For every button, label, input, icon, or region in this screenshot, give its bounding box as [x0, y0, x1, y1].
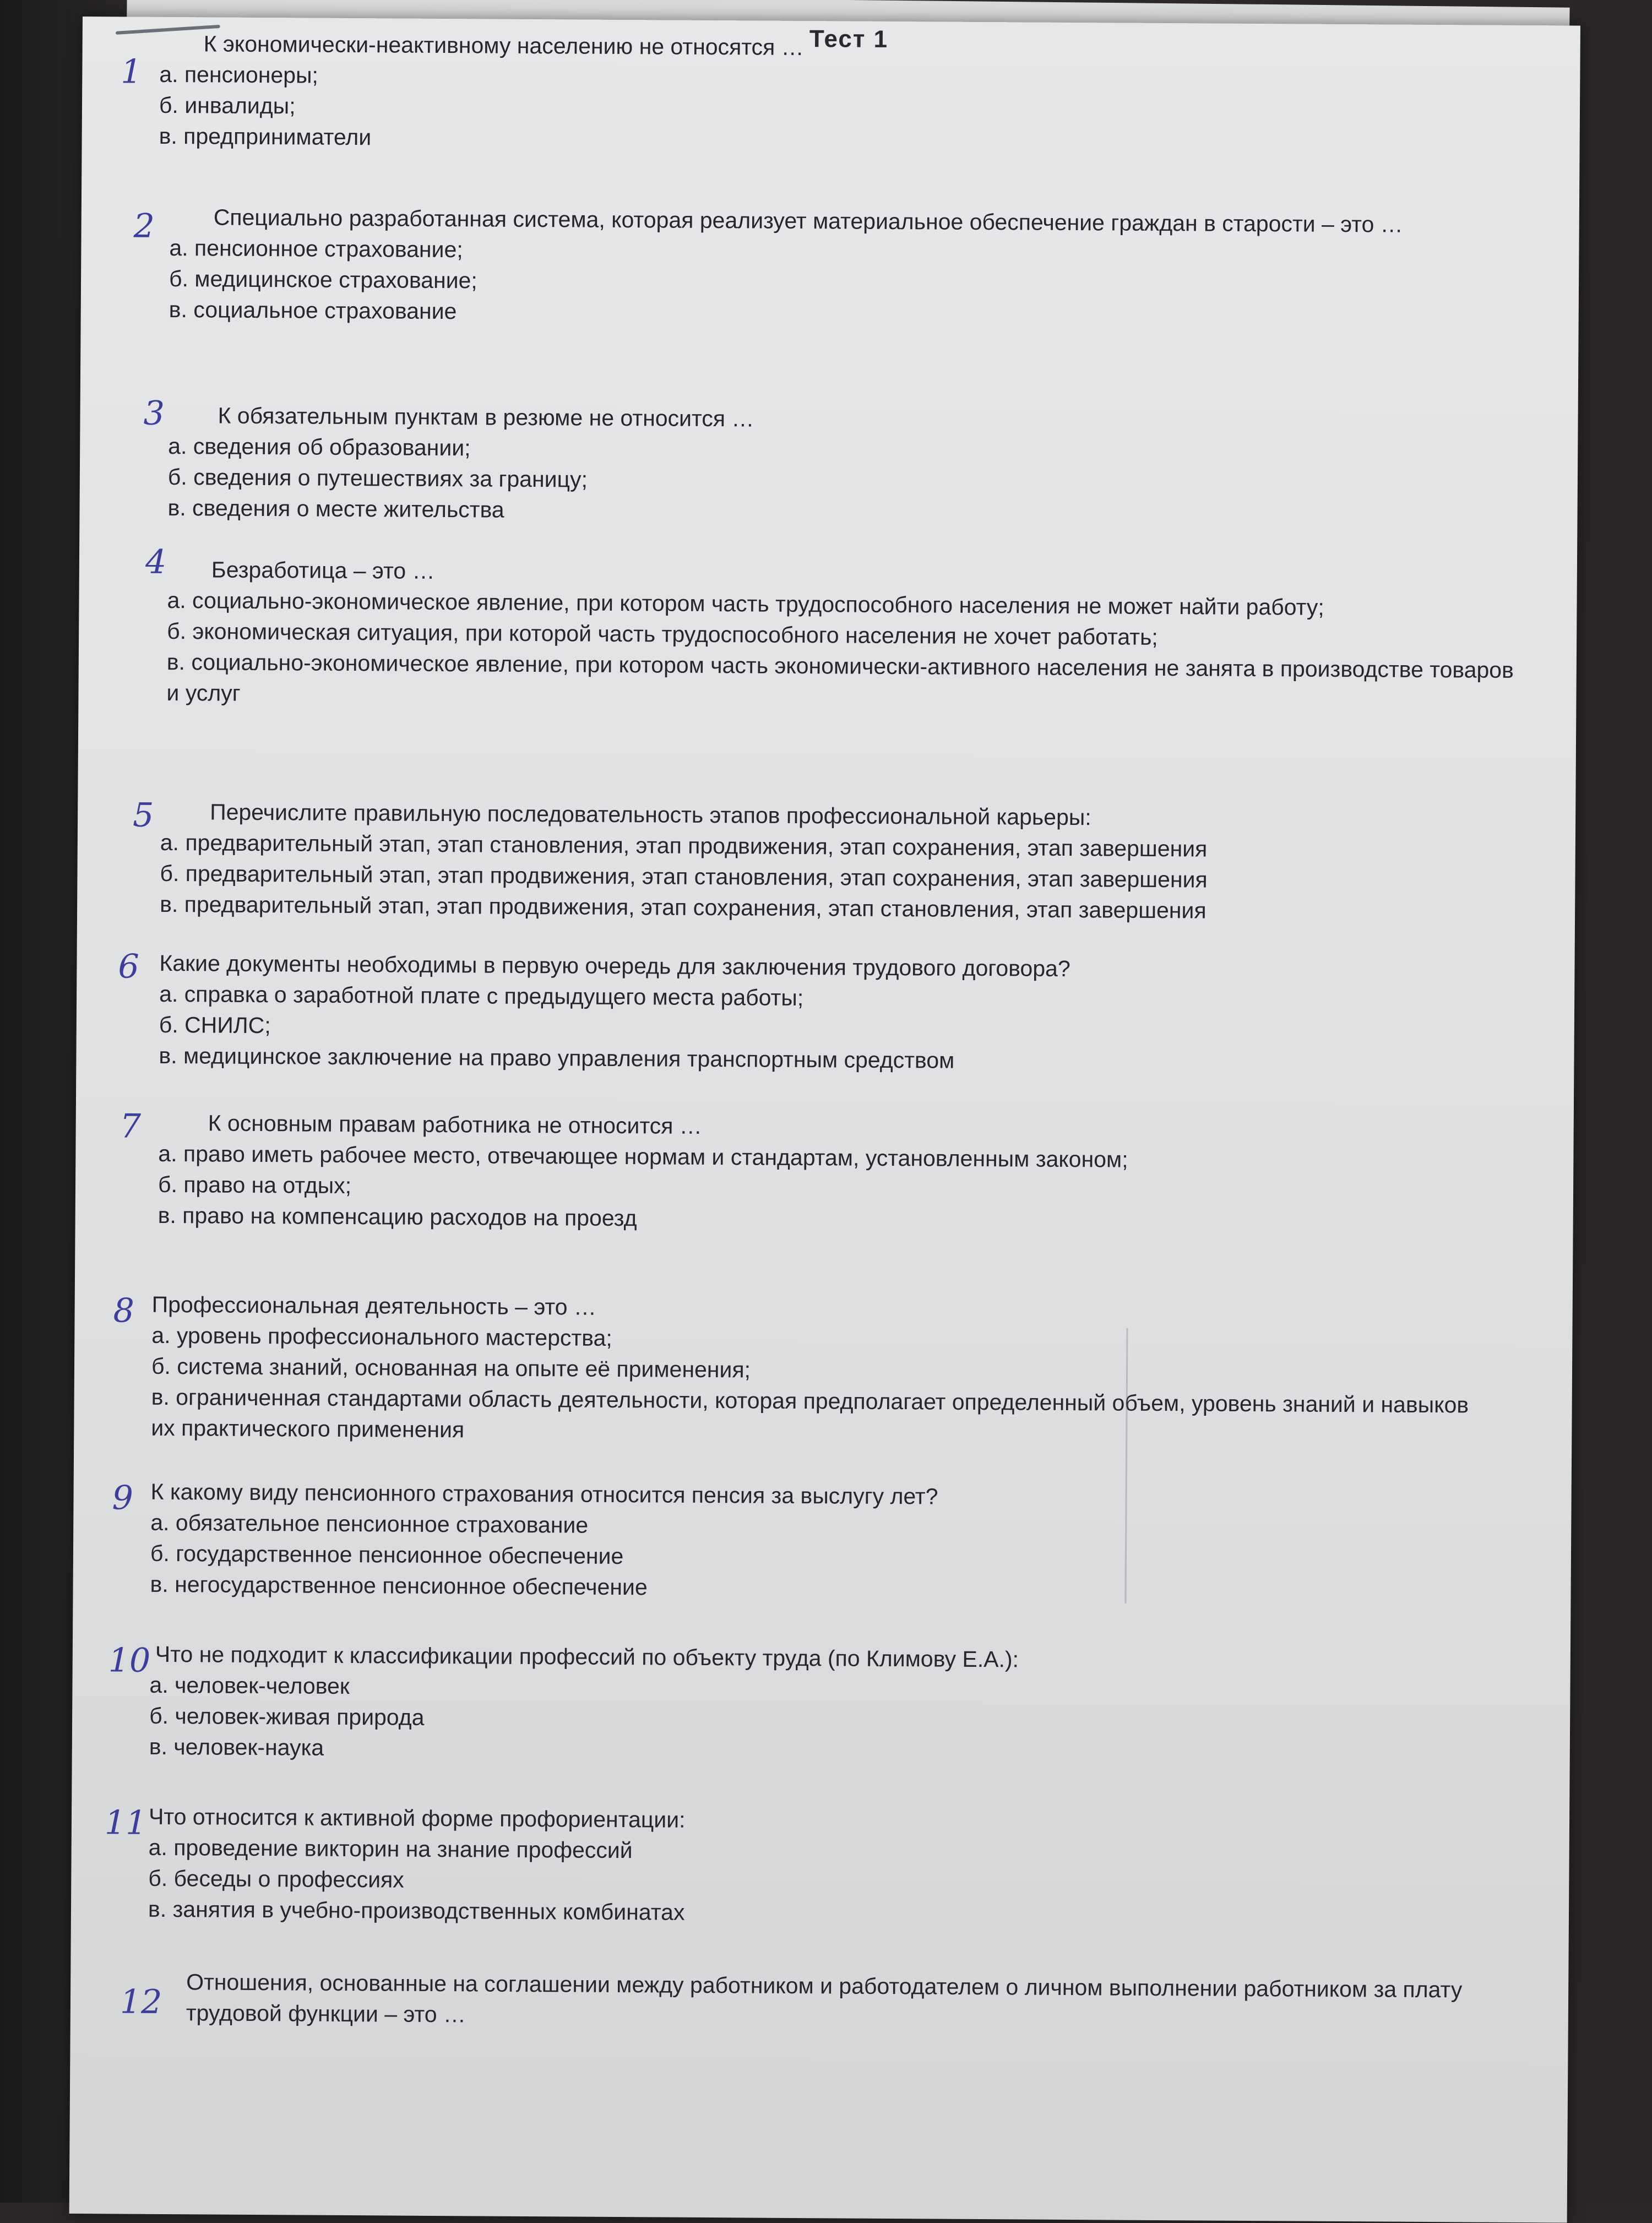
question-text: Что относится к активной форме профориентации:: [148, 1803, 686, 1833]
question-text: К экономически-неактивному населению не относятся …: [203, 31, 804, 61]
answer-option: а. предварительный этап, этап становления, этап продвижения, этап сохранения, этап завершения: [160, 829, 1208, 862]
question-text: Отношения, основанные на соглашении между работником и работодателем о личном выполнении работником за плату трудовой функции – это …: [186, 1969, 1463, 2028]
question-block: [160, 796, 1537, 928]
answer-option: в. право на компенсацию расходов на проезд: [157, 1202, 637, 1231]
question-block: [150, 1476, 1527, 1608]
answer-option: в. предприниматели: [159, 123, 372, 150]
answer-option: а. сведения об образовании;: [168, 433, 471, 461]
answer-option: б. сведения о путешествиях за границу;: [167, 464, 588, 492]
answer-option: в. негосударственное пенсионное обеспечение: [150, 1571, 648, 1600]
answer-option: б. система знаний, основанная на опыте её применения;: [151, 1353, 751, 1383]
question-text: Специально разработанная система, которая реализует материальное обеспечение граждан в старости – это …: [213, 204, 1403, 237]
question-number: 5: [132, 796, 154, 835]
answer-option: а. проведение викторин на знание профессий: [148, 1834, 633, 1863]
question-block: [151, 1289, 1496, 1452]
question-number: 1: [121, 52, 142, 91]
answer-option: а. пенсионное страхование;: [169, 235, 463, 263]
question-number: 9: [112, 1479, 133, 1518]
answer-option: а. право иметь рабочее место, отвечающее нормам и стандартам, установленным законом;: [158, 1140, 1128, 1172]
question-number: 12: [119, 1982, 162, 2021]
question-block: [169, 202, 1480, 333]
answer-option: в. предварительный этап, этап продвижения, этап сохранения, этап становления, этап завершения: [160, 891, 1207, 923]
question-text: К обязательным пунктам в резюме не относится …: [218, 403, 754, 432]
question-block: [159, 948, 1536, 1079]
answer-option: а. обязательное пенсионное страхование: [150, 1509, 589, 1538]
question-block: [166, 554, 1522, 716]
answer-option: в. социальное страхование: [169, 296, 457, 324]
question-block: [186, 1966, 1519, 2036]
question-text: Что не подходит к классификации профессий по объекту труда (по Климову Е.А.):: [155, 1641, 1019, 1672]
question-text: К какому виду пенсионного страхования относится пенсия за выслугу лет?: [150, 1479, 938, 1509]
question-text: Профессиональная деятельность – это …: [151, 1291, 597, 1320]
question-number: 7: [119, 1107, 142, 1146]
answer-option: б. беседы о профессиях: [148, 1865, 404, 1893]
question-block: [148, 1801, 1525, 1933]
answer-option: в. социально-экономическое явление, при котором часть экономически-активного населения не занята в производстве товаров и услуг: [166, 649, 1514, 706]
answer-option: б. медицинское страхование;: [169, 265, 477, 293]
question-number: 8: [113, 1291, 135, 1330]
question-text: Какие документы необходимы в первую очередь для заключения трудового договора?: [159, 950, 1070, 981]
answer-option: б. СНИЛС;: [159, 1012, 271, 1039]
answer-option: а. пенсионеры;: [159, 61, 319, 88]
answer-option: б. государственное пенсионное обеспечение: [150, 1540, 624, 1569]
question-text: Перечислите правильную последовательность этапов профессиональной карьеры:: [210, 799, 1091, 830]
question-number: 10: [108, 1641, 151, 1680]
question-text: К основным правам работника не относится …: [208, 1110, 702, 1139]
question-number: 11: [104, 1803, 147, 1842]
question-block: [159, 28, 1536, 160]
test-title: Тест 1: [809, 25, 889, 53]
answer-option: в. медицинское заключение на право управления транспортным средством: [159, 1042, 955, 1073]
question-number: 3: [143, 394, 165, 433]
answer-option: б. человек-живая природа: [149, 1703, 425, 1730]
answer-option: в. ограниченная стандартами область деятельности, которая предполагает определенный объем, уровень знаний и навыков их практического применения: [151, 1384, 1469, 1443]
test-sheet: [69, 17, 1580, 2223]
question-number: 4: [145, 542, 167, 581]
answer-option: б. право на отдых;: [157, 1171, 352, 1199]
question-number: 2: [133, 206, 155, 246]
answer-option: а. человек-человек: [149, 1672, 350, 1699]
question-number: 6: [118, 947, 139, 986]
answer-option: а. справка о заработной плате с предыдущего места работы;: [159, 981, 804, 1011]
answer-option: в. человек-наука: [149, 1733, 324, 1760]
answer-option: б. инвалиды;: [159, 92, 296, 119]
question-block: [158, 1107, 1535, 1239]
question-block: [149, 1639, 1526, 1770]
question-block: [167, 400, 1517, 531]
answer-option: а. уровень профессионального мастерства;: [151, 1322, 612, 1351]
answer-option: а. социально-экономическое явление, при котором часть трудоспособного населения не может найти работу;: [167, 587, 1324, 620]
answer-option: б. предварительный этап, этап продвижения, этап становления, этап сохранения, этап завершения: [160, 860, 1208, 893]
answer-option: в. занятия в учебно-производственных комбинатах: [148, 1896, 685, 1925]
answer-option: в. сведения о месте жительства: [167, 494, 504, 523]
answer-option: б. экономическая ситуация, при которой часть трудоспособного населения не хочет работать;: [167, 618, 1158, 650]
question-text: Безработица – это …: [211, 557, 435, 584]
